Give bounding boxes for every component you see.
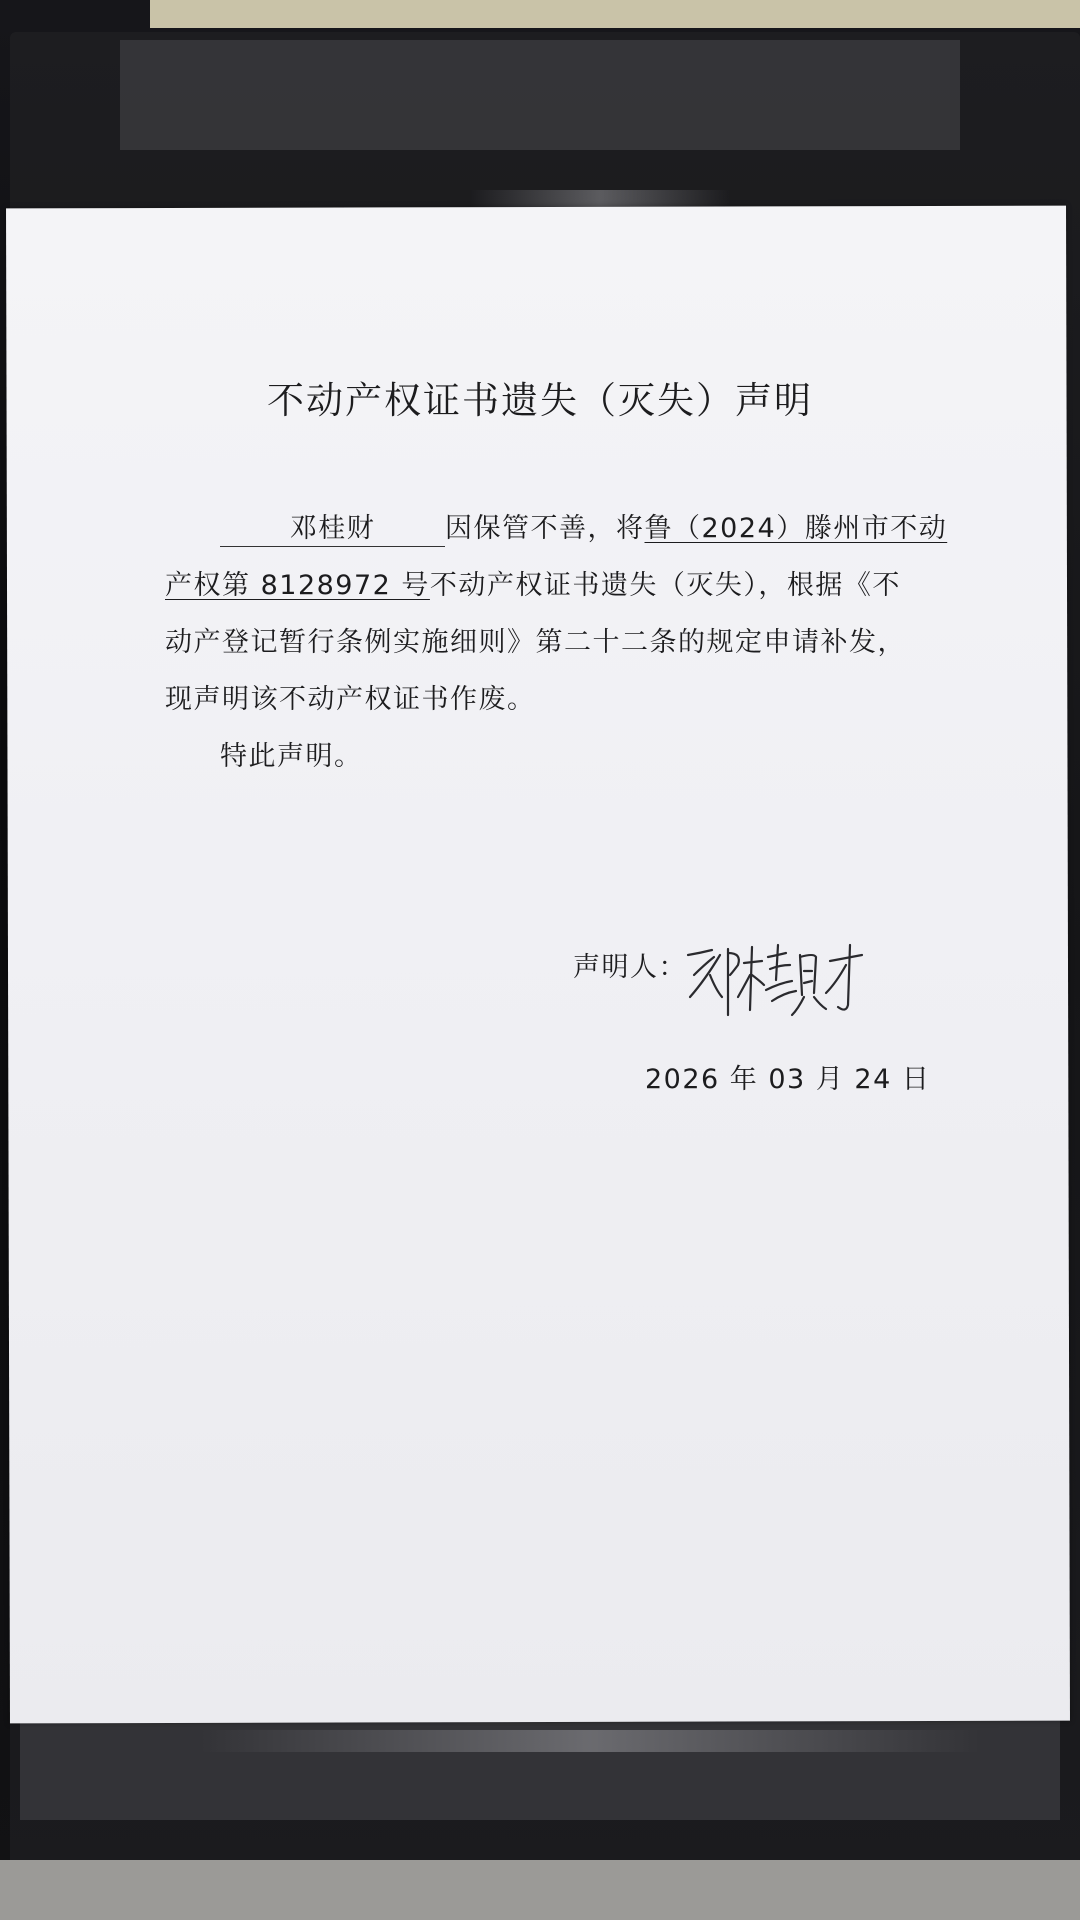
tape-glare-bottom (200, 1730, 980, 1752)
body-line-4: 现声明该不动产权证书作废。 (165, 684, 536, 715)
notice-body (165, 500, 948, 785)
notice-title: 不动产权证书遗失（灭失）声明 (267, 379, 813, 422)
notice-sheet (6, 206, 1070, 1724)
certificate-number-part1: 鲁（2024）滕州市不动 (644, 513, 948, 544)
body-line-1 (165, 500, 948, 557)
declarant-label: 声明人： (573, 952, 687, 983)
certificate-number-part2: 产权第 8128972 号 (165, 570, 430, 601)
notice-date: 2026 年 03 月 24 日 (645, 1064, 931, 1095)
tape-top (120, 40, 960, 150)
floor-strip (0, 1860, 1080, 1920)
closing-line: 特此声明。 (220, 741, 363, 772)
body-line-3: 动产登记暂行条例实施细则》第二十二条的规定申请补发， (165, 627, 906, 658)
handwritten-signature (680, 935, 880, 1025)
tape-glare-top (470, 190, 730, 208)
body-line-2-text: 不动产权证书遗失（灭失），根据《不 (429, 570, 901, 601)
background-strip (150, 0, 1080, 28)
body-line-2 (165, 557, 925, 614)
declarant-name-blank: 邓桂财 (220, 512, 445, 547)
body-line-1-text: 因保管不善，将 (445, 513, 645, 544)
